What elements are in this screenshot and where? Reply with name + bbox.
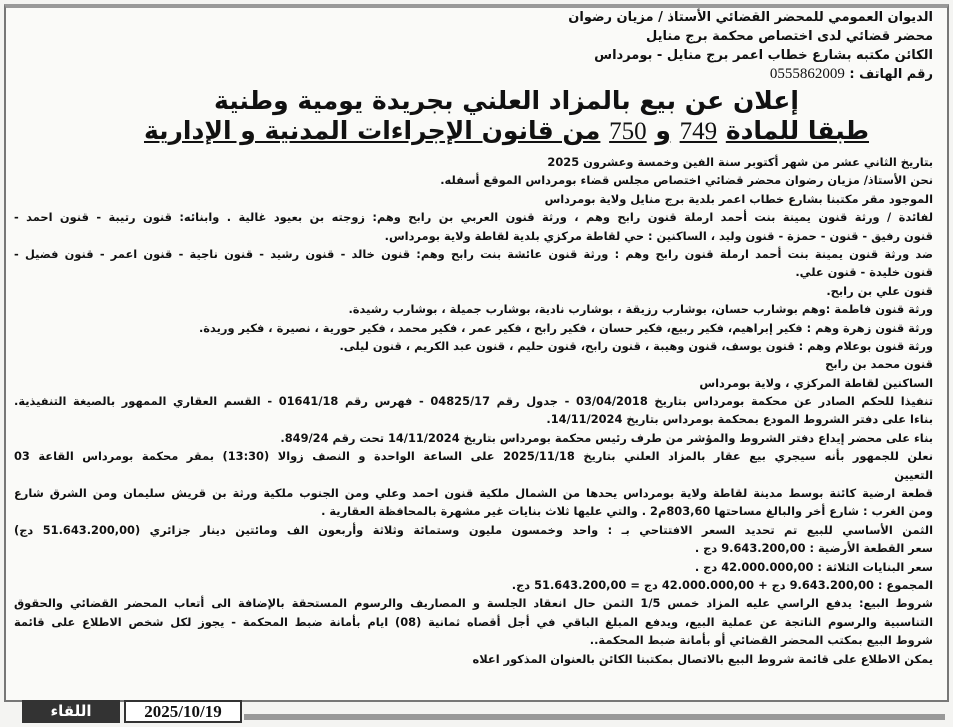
- body-line: بتاريخ الثاني عشر من شهر أكتوبر سنة الفين وخمسة وعشرون 2025: [547, 155, 933, 169]
- body-line: ومن الغرب : شارع أخر والبالغ مساحتها 803,60م2 . والتي عليها ثلاث بنايات غير مشهرة بالمحافظة العقارية .: [321, 504, 933, 519]
- body-line: الموجود مقر مكتبنا بشارع خطاب اعمر بلدية برج منايل ولاية بومرداس: [544, 191, 933, 206]
- body-line: بناء على محضر إيداع دفتر الشروط والمؤشر من طرف رئيس محكمة بومرداس بتاريخ 14/11/2024 تحت رقم 849/24.: [280, 430, 933, 445]
- body-line: الثمن الأساسي للبيع تم تحديد السعر الافتتاحي بـ : واحد وخمسون مليون وستمائة وثلاثة وأربعون الف ومائتين دينار جزائري (51.643.200,00 دج): [14, 522, 933, 537]
- body-line: المجموع : 9.643.200,00 دج + 42.000.000,00 دج = 51.643.200,00 دج.: [511, 577, 933, 592]
- body-line: نعلن للجمهور بأنه سيجري بيع عقار بالمزاد العلني بتاريخ 2025/11/18 على الساعة الواحدة و النصف زوالا (13:30) بمقر محكمة بومرداس القاعة 03: [14, 449, 933, 464]
- body-line: قنون رفيق - قنون - حمزة - قنون وليد ، الساكنين : حي لقاطة مركزي بلدية لقاطة ولاية بومرداس.: [384, 228, 933, 243]
- body-line: نحن الأستاذ/ مزيان رضوان محضر قضائي اختصاص مجلس قضاء بومرداس الموقع أسفله.: [440, 173, 933, 188]
- title-text: من قانون الإجراءات المدنية و الإدارية: [143, 116, 601, 145]
- header-line: الكائن مكتبه بشارع خطاب اعمر برج منايل - بومرداس: [594, 48, 933, 63]
- body-line: قطعة ارضية كائنة بوسط مدينة لقاطة ولاية بومرداس يحدها من الشمال ملكية قنون احمد وعلي ومن الجنوب ملكية ورثة بن قريش سليمان ومن الشرق شارع: [14, 486, 933, 501]
- header-line: محضر قضائي لدى اختصاص محكمة برج منايل: [646, 29, 933, 44]
- body-line: بناءا على دفتر الشروط المودع بمحكمة بومرداس بتاريخ 14/11/2024.: [546, 412, 933, 427]
- header-line: الديوان العمومي للمحضر القضائي الأستاذ / مزيان رضوان: [568, 10, 933, 25]
- body-line: يمكن الاطلاع على قائمة شروط البيع بالاتصال بمكتبنا الكائن بالعنوان المذكور اعلاه: [472, 651, 933, 666]
- body-line: ورثة قنون زهرة وهم : فكير إبراهيم، فكير ربيع، فكير حسان ، فكير رابح ، فكير عمر ، فكير محمد ، فكير حورية ، نصيرة ، فكير وريدة.: [198, 320, 933, 335]
- body-line: ضد ورثة قنون يمينة بنت أحمد ارملة قنون رابح وهم : ورثة قنون عائشة بنت رابح وهم: قنون خالد - قنون رشيد - قنون ناجية - قنون اعمر - قنون فضيل -: [14, 246, 933, 261]
- body-line: ورثة قنون بوعلام وهم : قنون يوسف، قنون وهيبة ، قنون رابح، قنون حليم ، قنون عبد الكريم ، قنون ليلى.: [339, 338, 933, 353]
- notice-title-line2: [120, 116, 893, 147]
- header-phone: [568, 65, 933, 84]
- body-line: ورثة قنون فاطمة :وهم بوشارب حسان، بوشارب رزيقة ، بوشارب نادية، بوشارب جميلة ، بوشارب رشيدة.: [348, 302, 933, 317]
- body-line: شروط البيع: يدفع الراسي عليه المزاد خمس 1/5 الثمن حال انعقاد الجلسة و المصاريف والرسوم المستحقة بالإضافة الى أتعاب المحضر القضائي والحقوق: [14, 596, 933, 611]
- bailiff-header: [568, 8, 933, 84]
- body-line: التناسبية والرسوم الناتجة عن عملية البيع، ويدفع المبلغ الباقي في أجل أقصاه ثمانية (08) ايام بأمانة ضبط المحكمة - يجوز لكل شخص الاطلاع على قائمة: [14, 614, 933, 629]
- body-line: لفائدة / ورثة قنون يمينة بنت أحمد ارملة قنون رابح وهم ، ورثة قنون العربي بن رابح وهم: زوجته بن بعيود غالية . وابنائه: قنون رتيبة - قنون احمد -: [14, 210, 933, 225]
- publication-date: 2025/10/19: [124, 700, 242, 723]
- body-line: قنون محمد بن رابح: [825, 357, 933, 372]
- notice-body: [14, 153, 933, 668]
- article-number: 749: [679, 118, 718, 145]
- article-number: 750: [609, 118, 647, 145]
- footer-rule: [244, 714, 945, 720]
- phone-label: رقم الهاتف :: [849, 67, 933, 82]
- body-line: تنفيذا للحكم الصادر عن محكمة بومرداس بتاريخ 03/04/2018 - جدول رقم 04825/17 - فهرس رقم 01641/18 - القسم العقاري الممهور بالصيغة التنفيذية.: [14, 394, 933, 409]
- body-line: التعيين: [894, 467, 933, 482]
- title-text: طبقا للمادة: [725, 116, 869, 145]
- phone-number: 0555862009: [769, 66, 845, 82]
- body-line: سعر البنايات الثلاثة : 42.000.000,00 دج .: [694, 559, 933, 574]
- newspaper-name: اللقاء: [22, 700, 120, 723]
- title-text: و: [655, 116, 671, 145]
- body-line: شروط البيع بمكتب المحضر القضائي أو بأمانة ضبط المحكمة..: [589, 633, 933, 648]
- body-line: قنون خليدة - قنون علي.: [795, 265, 933, 280]
- body-line: الساكنين لقاطة المركزي ، ولاية بومرداس: [699, 375, 933, 390]
- body-line: سعر القطعة الأرضية : 9.643.200,00 دج .: [694, 541, 933, 556]
- notice-title-line1: إعلان عن بيع بالمزاد العلني بجريدة يومية وطنية: [214, 86, 799, 115]
- body-line: قنون علي بن رابح.: [826, 283, 933, 298]
